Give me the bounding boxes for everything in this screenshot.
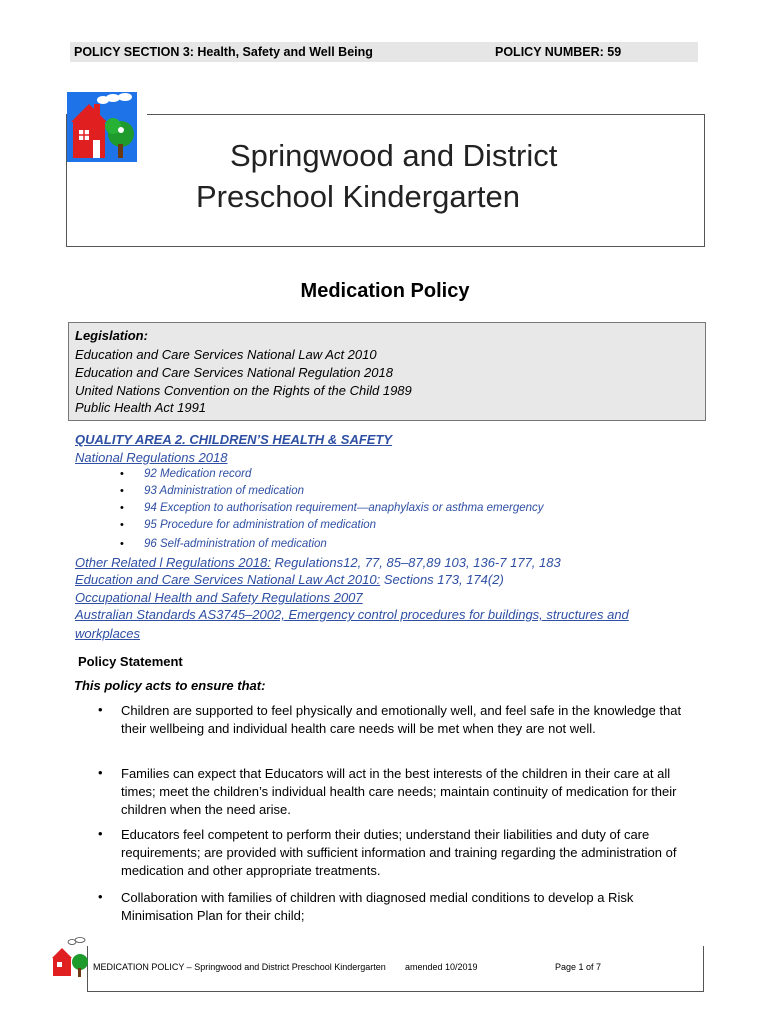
policy-bullet: Collaboration with families of children with diagnosed medial conditions to develop a Risk Minimisation Plan for their child; bbox=[121, 890, 634, 923]
bullet-icon: • bbox=[120, 485, 124, 497]
regulation-item: 93 Administration of medication bbox=[144, 485, 305, 497]
legislation-item: Education and Care Services National Regulation 2018 bbox=[75, 365, 393, 380]
bullet-icon: • bbox=[120, 468, 124, 480]
bullet-icon: • bbox=[98, 702, 103, 717]
org-name-line1: Springwood and District bbox=[230, 138, 558, 173]
footer-document-name: MEDICATION POLICY – Springwood and District Preschool Kindergarten bbox=[93, 962, 386, 972]
national-law-value: Sections 173, 174(2) bbox=[380, 572, 504, 587]
policy-number: POLICY NUMBER: 59 bbox=[495, 45, 622, 59]
other-regulations-line bbox=[75, 555, 561, 570]
footer-amended: amended 10/2019 bbox=[405, 962, 478, 972]
legislation-item: Public Health Act 1991 bbox=[75, 400, 207, 415]
policy-bullet: Children are supported to feel physically and emotionally well, and feel safe in the knowledge that their wellbeing and individual health care needs will be met when they are not well. bbox=[121, 703, 682, 736]
other-regulations-value: Regulations12, 77, 85–87,89 103, 136-7 177, 183 bbox=[270, 555, 561, 570]
regulation-item: 96 Self-administration of medication bbox=[144, 538, 327, 550]
legislation-item: Education and Care Services National Law Act 2010 bbox=[75, 347, 377, 362]
legislation-heading: Legislation: bbox=[75, 328, 148, 343]
legislation-item: United Nations Convention on the Rights of the Child 1989 bbox=[75, 383, 412, 398]
policy-bullet: Families can expect that Educators will act in the best interests of the children in their care at all times; meet the children’s individual health care needs; maintain continuity of medication for their children when the need arise. bbox=[121, 766, 677, 817]
other-regulations-link[interactable]: Other Related l Regulations 2018: bbox=[75, 555, 271, 570]
regulation-item: 94 Exception to authorisation requirement—anaphylaxis or asthma emergency bbox=[144, 502, 544, 514]
bullet-icon: • bbox=[98, 765, 103, 780]
australian-standards-link-cont[interactable]: workplaces bbox=[75, 626, 141, 641]
footer-house-logo bbox=[50, 936, 90, 978]
bullet-icon: • bbox=[98, 826, 103, 841]
australian-standards-link[interactable]: Australian Standards AS3745–2002, Emergency control procedures for buildings, structures and bbox=[75, 607, 629, 622]
policy-acts-heading: This policy acts to ensure that: bbox=[74, 678, 266, 693]
national-regulations-link[interactable]: National Regulations 2018 bbox=[75, 450, 228, 465]
footer-box-edge bbox=[703, 946, 704, 991]
bullet-icon: • bbox=[120, 519, 124, 531]
bullet-icon: • bbox=[120, 538, 124, 550]
document-title: Medication Policy bbox=[300, 280, 470, 302]
policy-section: POLICY SECTION 3: Health, Safety and Well Being bbox=[74, 45, 373, 59]
regulation-item: 92 Medication record bbox=[144, 468, 252, 480]
bullet-icon: • bbox=[120, 502, 124, 514]
ohs-regulations-link[interactable]: Occupational Health and Safety Regulations 2007 bbox=[75, 590, 363, 605]
quality-area-link[interactable]: QUALITY AREA 2. CHILDREN’S HEALTH & SAFETY bbox=[75, 432, 393, 447]
org-title-box-top bbox=[147, 114, 704, 115]
national-law-link[interactable]: Education and Care Services National Law Act 2010: bbox=[75, 572, 381, 587]
bullet-icon: • bbox=[98, 889, 103, 904]
policy-statement-heading: Policy Statement bbox=[78, 654, 183, 669]
regulation-item: 95 Procedure for administration of medication bbox=[144, 519, 377, 531]
org-name-line2: Preschool Kindergarten bbox=[196, 179, 520, 214]
policy-bullet: Educators feel competent to perform their duties; understand their liabilities and duty of care requirements; are provided with sufficient information and training regarding the administration of medication and other appropriate treatments. bbox=[121, 827, 677, 878]
national-law-line bbox=[75, 572, 504, 587]
footer-page-number: Page 1 of 7 bbox=[555, 962, 602, 972]
